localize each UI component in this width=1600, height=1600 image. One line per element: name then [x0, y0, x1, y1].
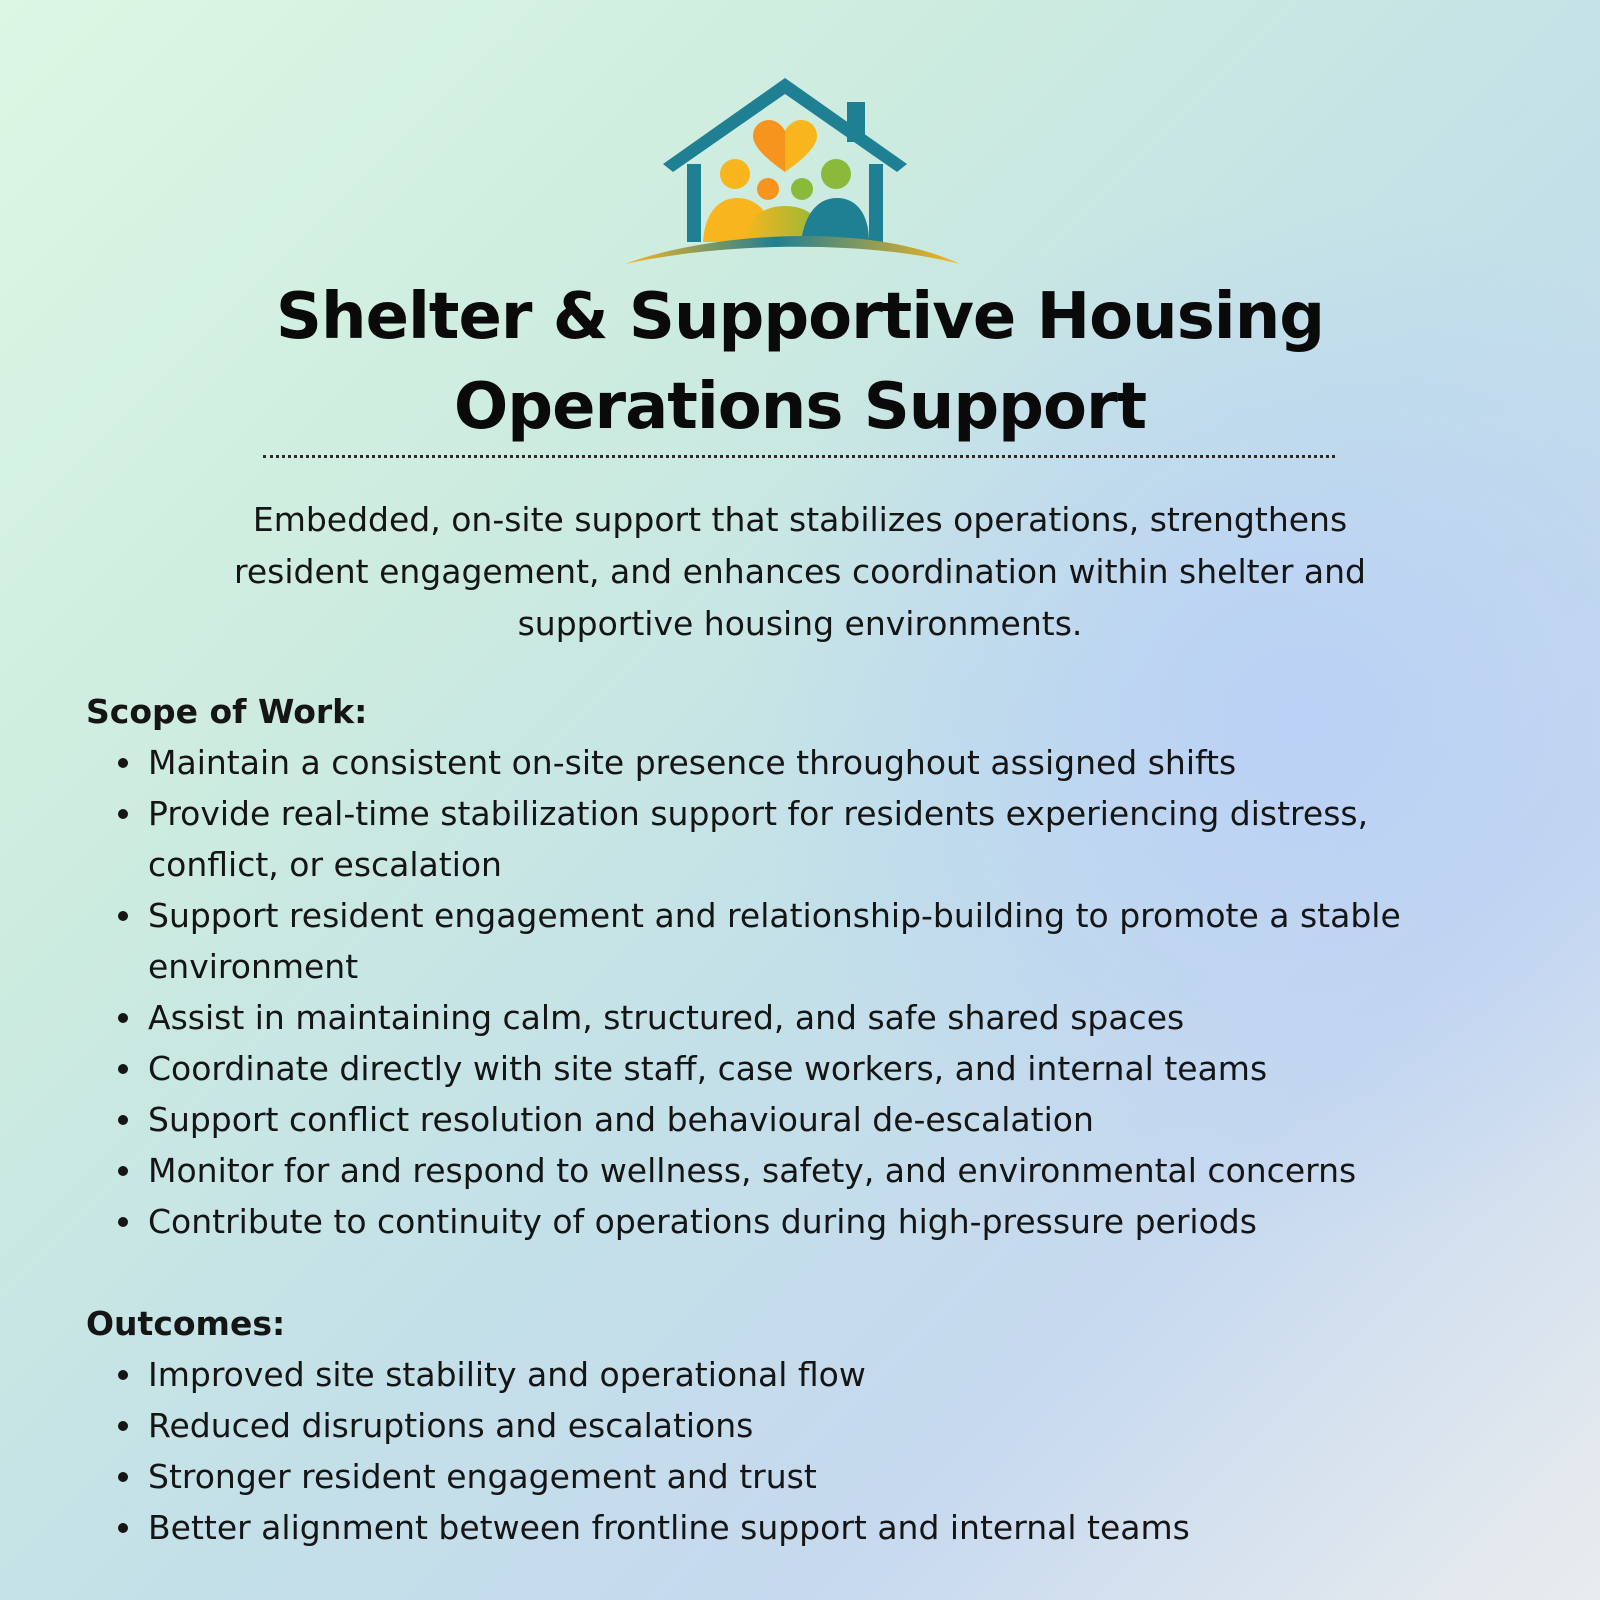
scope-heading: Scope of Work:	[86, 692, 368, 731]
list-item-line: Better alignment between frontline support and internal teams	[148, 1508, 1190, 1547]
list-item	[86, 1400, 1466, 1451]
bullet-dot-icon	[118, 1217, 128, 1227]
title-line-2: Operations Support	[453, 370, 1147, 444]
list-item-text	[148, 1502, 1466, 1553]
list-item-line: Assist in maintaining calm, structured, and safe shared spaces	[148, 998, 1185, 1037]
list-item-text	[148, 992, 1466, 1043]
intro-line-1: Embedded, on-site support that stabilizes operations, strengthens	[252, 500, 1348, 539]
scope-list	[86, 737, 1466, 1247]
list-item	[86, 737, 1466, 788]
list-item	[86, 788, 1466, 890]
right-wall-shape	[869, 164, 883, 242]
list-item-text	[148, 1196, 1466, 1247]
list-item-line: environment	[148, 947, 359, 986]
bullet-dot-icon	[118, 1064, 128, 1074]
person-right-body	[801, 198, 869, 242]
list-item-text	[148, 1451, 1466, 1502]
bullet-dot-icon	[118, 1421, 128, 1431]
list-item-text	[148, 1043, 1466, 1094]
list-item-text	[148, 1145, 1466, 1196]
list-item-text	[148, 737, 1466, 788]
outcomes-list	[86, 1349, 1466, 1553]
list-item	[86, 1196, 1466, 1247]
list-item-text	[148, 788, 1466, 890]
list-item-text	[148, 1400, 1466, 1451]
chimney-shape	[847, 102, 865, 142]
dotted-divider	[263, 455, 1335, 458]
bullet-dot-icon	[118, 1370, 128, 1380]
bullet-dot-icon	[118, 1472, 128, 1482]
person-left-head	[720, 159, 750, 189]
bullet-dot-icon	[118, 758, 128, 768]
person-small-left-head	[757, 178, 779, 200]
bullet-dot-icon	[118, 1115, 128, 1125]
list-item-text	[148, 1349, 1466, 1400]
list-item-line: Coordinate directly with site staff, case workers, and internal teams	[148, 1049, 1268, 1088]
list-item-line: Reduced disruptions and escalations	[148, 1406, 754, 1445]
list-item-line: Improved site stability and operational flow	[148, 1355, 866, 1394]
list-item-text	[148, 1094, 1466, 1145]
list-item	[86, 992, 1466, 1043]
house-family-logo-icon	[625, 72, 975, 272]
intro-paragraph	[190, 494, 1410, 650]
bullet-dot-icon	[118, 809, 128, 819]
list-item-line: Support conflict resolution and behavioural de-escalation	[148, 1100, 1094, 1139]
list-item-line: conflict, or escalation	[148, 845, 502, 884]
title-line-1: Shelter & Supportive Housing	[275, 280, 1325, 354]
heart-shape	[753, 120, 817, 172]
list-item-line: Maintain a consistent on-site presence throughout assigned shifts	[148, 743, 1237, 782]
list-item	[86, 1502, 1466, 1553]
list-item-line: Provide real-time stabilization support for residents experiencing distress,	[148, 794, 1369, 833]
list-item-line: Monitor for and respond to wellness, safety, and environmental concerns	[148, 1151, 1357, 1190]
intro-line-3: supportive housing environments.	[517, 604, 1083, 643]
intro-line-2: resident engagement, and enhances coordination within shelter and	[233, 552, 1366, 591]
list-item	[86, 1451, 1466, 1502]
outcomes-heading: Outcomes:	[86, 1304, 286, 1343]
ground-swoosh	[625, 236, 960, 264]
list-item	[86, 1145, 1466, 1196]
list-item	[86, 890, 1466, 992]
bullet-dot-icon	[118, 911, 128, 921]
list-item-line: Contribute to continuity of operations during high-pressure periods	[148, 1202, 1257, 1241]
list-item-line: Support resident engagement and relationship-building to promote a stable	[148, 896, 1401, 935]
list-item-text	[148, 890, 1466, 992]
list-item-line: Stronger resident engagement and trust	[148, 1457, 817, 1496]
page-title	[0, 272, 1600, 452]
person-small-right-head	[791, 178, 813, 200]
bullet-dot-icon	[118, 1013, 128, 1023]
list-item	[86, 1043, 1466, 1094]
list-item	[86, 1349, 1466, 1400]
bullet-dot-icon	[118, 1166, 128, 1176]
list-item	[86, 1094, 1466, 1145]
left-wall-shape	[687, 164, 701, 242]
person-right-head	[821, 159, 851, 189]
bullet-dot-icon	[118, 1523, 128, 1533]
